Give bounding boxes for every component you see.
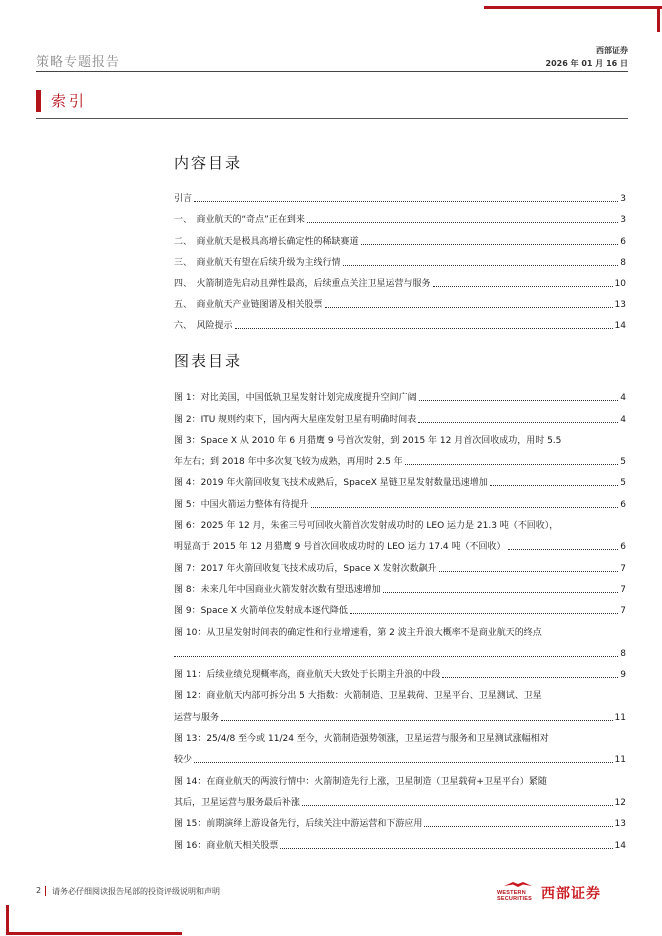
figure-entry[interactable] xyxy=(174,829,626,850)
figure-entry-line[interactable] xyxy=(174,616,626,637)
dot-leader xyxy=(442,677,618,678)
figure-entry-text: 图 13：25/4/8 至今或 11/24 至今，火箭制造强势领涨，卫星运营与服务和卫星测试涨幅相对 xyxy=(174,734,549,745)
figure-entry-text: 图 16：商业航天相关股票 xyxy=(174,840,279,851)
figure-entry[interactable] xyxy=(174,638,626,659)
toc-entry[interactable] xyxy=(174,268,626,289)
logo-chinese-text: 西部证券 xyxy=(541,886,601,902)
corner-decoration-bottom-vertical xyxy=(6,905,9,935)
figure-entry[interactable] xyxy=(174,488,626,509)
figure-entry-line[interactable] xyxy=(174,425,626,446)
dot-leader xyxy=(174,656,618,657)
figure-entry-text: 明显高于 2015 年 12 月猎鹰 9 号首次回收成功时的 LEO 运力 17.4 吨（不回收） xyxy=(174,542,506,553)
toc-entry-page: 14 xyxy=(614,321,626,332)
toc-entry-page: 8 xyxy=(620,257,626,268)
figure-entry-page: 5 xyxy=(620,457,626,468)
index-divider xyxy=(36,118,628,119)
corner-decoration-top-horizontal xyxy=(484,6,662,9)
figure-entry-text: 图 10：从卫星发射时间表的确定性和行业增速看，第 2 波主升浪大概率不是商业航天的终点 xyxy=(174,627,542,638)
dot-leader xyxy=(424,826,612,827)
figure-entry-text: 图 12：商业航天内部可拆分出 5 大指数：火箭制造、卫星载荷、卫星平台、卫星测试、卫星 xyxy=(174,691,542,702)
figure-entry-line[interactable] xyxy=(174,765,626,786)
figure-entry-page: 7 xyxy=(620,584,626,595)
corner-decoration-bottom-horizontal xyxy=(6,932,182,935)
figure-entry-text: 图 14：在商业航天的两波行情中：火箭制造先行上涨，卫星制造（卫星载荷+卫星平台）紧随 xyxy=(174,776,547,787)
dot-leader xyxy=(419,400,619,401)
figure-entry-text: 图 4：2019 年火箭回收复飞技术成熟后，SpaceX 星链卫星发射数量迅速增加 xyxy=(174,478,488,489)
toc-entry-page: 3 xyxy=(620,215,626,226)
figure-entry-text: 图 1：对比美国，中国低轨卫星发射计划完成度提升空间广阔 xyxy=(174,393,417,404)
figure-entry[interactable] xyxy=(174,467,626,488)
figure-entry-line[interactable] xyxy=(174,680,626,701)
figure-entry[interactable] xyxy=(174,701,626,722)
corner-decoration-top-vertical xyxy=(657,6,660,32)
figure-entry-page: 7 xyxy=(620,563,626,574)
toc-entry[interactable] xyxy=(174,247,626,268)
toc-entry-text: 一、 商业航天的“奇点”正在到来 xyxy=(174,215,305,226)
figure-entry-page: 9 xyxy=(620,670,626,681)
figure-entry-text: 图 3：Space X 从 2010 年 6 月猎鹰 9 号首次发射，到 2015 年 12 月首次回收成功，用时 5.5 xyxy=(174,435,562,446)
document-type: 策略专题报告 xyxy=(36,55,121,70)
toc-entry[interactable] xyxy=(174,204,626,225)
toc-entry-text: 五、 商业航天产业链图谱及相关股票 xyxy=(174,300,323,311)
figure-entry[interactable] xyxy=(174,552,626,573)
figure-entry-line[interactable] xyxy=(174,723,626,744)
figure-entry-text: 图 9：Space X 火箭单位发射成本逐代降低 xyxy=(174,606,348,617)
figure-entry[interactable] xyxy=(174,574,626,595)
logo-wing-icon xyxy=(504,880,532,890)
index-accent-bar xyxy=(36,90,41,112)
dot-leader xyxy=(508,549,619,550)
figure-entry-text: 图 11：后续业绩兑现概率高，商业航天大致处于长期主升浪的中段 xyxy=(174,670,441,681)
footer-disclaimer: 请务必仔细阅读报告尾部的投资评级说明和声明 xyxy=(52,887,220,896)
figure-entry-text: 图 5：中国火箭运力整体有待提升 xyxy=(174,499,309,510)
figure-entry[interactable] xyxy=(174,382,626,403)
dot-leader xyxy=(418,422,618,423)
dot-leader xyxy=(350,613,618,614)
figure-entry-text: 图 15：前期演绎上游设备先行，后续关注中游运营和下游应用 xyxy=(174,819,423,830)
toc-entry[interactable] xyxy=(174,225,626,246)
toc-entry[interactable] xyxy=(174,289,626,310)
lof-heading: 图表目录 xyxy=(174,352,243,370)
figure-entry-text: 图 6：2025 年 12 月，朱雀三号可回收火箭首次发射成功时的 LEO 运力是 21.3 吨（不回收）， xyxy=(174,521,559,532)
dot-leader xyxy=(433,286,613,287)
dot-leader xyxy=(280,848,612,849)
toc-heading: 内容目录 xyxy=(174,154,243,172)
logo-english-line1: WESTERN xyxy=(497,890,526,896)
toc-entry-text: 四、 火箭制造先启动且弹性最高，后续重点关注卫星运营与服务 xyxy=(174,278,431,289)
figure-entry-page: 11 xyxy=(614,712,626,723)
dot-leader xyxy=(490,485,618,486)
figure-entry-text: 年左右；到 2018 年中多次复飞较为成熟，再用时 2.5 年 xyxy=(174,457,403,468)
toc-entry-page: 3 xyxy=(620,194,626,205)
figure-entry-page: 11 xyxy=(614,755,626,766)
toc-entry-text: 引言 xyxy=(174,194,193,205)
figure-entry-page: 12 xyxy=(614,797,626,808)
figure-entry-page: 7 xyxy=(620,606,626,617)
toc-entry-page: 10 xyxy=(614,278,626,289)
figure-entry-text: 图 8：未来几年中国商业火箭发射次数有望迅速增加 xyxy=(174,584,381,595)
toc-entry-text: 三、 商业航天有望在后续升级为主线行情 xyxy=(174,257,341,268)
figure-entry[interactable] xyxy=(174,595,626,616)
dot-leader xyxy=(302,805,613,806)
figure-entry-page: 13 xyxy=(614,819,626,830)
figure-entry-page: 5 xyxy=(620,478,626,489)
figure-entry-text: 图 2：ITU 规则约束下，国内两大星座发射卫星有明确时间表 xyxy=(174,414,417,425)
dot-leader xyxy=(235,328,613,329)
logo-english-text xyxy=(497,890,532,902)
header-brand: 西部证券 xyxy=(596,46,628,55)
figure-entry[interactable] xyxy=(174,403,626,424)
toc-entry-text: 六、 风险提示 xyxy=(174,321,233,332)
figure-entry-page: 4 xyxy=(620,414,626,425)
figure-entry-line[interactable] xyxy=(174,510,626,531)
dot-leader xyxy=(307,222,618,223)
figure-entry-text: 其后，卫星运营与服务最后补涨 xyxy=(174,797,301,808)
figure-entry-page: 4 xyxy=(620,393,626,404)
toc-list xyxy=(174,183,626,331)
figure-entry-text: 运营与服务 xyxy=(174,712,220,723)
dot-leader xyxy=(439,571,619,572)
dot-leader xyxy=(343,265,619,266)
dot-leader xyxy=(311,507,619,508)
toc-entry-text: 二、 商业航天是极具高增长确定性的稀缺赛道 xyxy=(174,236,359,247)
dot-leader xyxy=(221,720,613,721)
dot-leader xyxy=(361,244,619,245)
figure-entry-page: 6 xyxy=(620,542,626,553)
figure-entry-text: 图 7：2017 年火箭回收复飞技术成功后，Space X 发射次数飙升 xyxy=(174,563,437,574)
company-logo xyxy=(497,880,623,904)
dot-leader xyxy=(194,762,613,763)
dot-leader xyxy=(405,464,619,465)
figure-entry[interactable] xyxy=(174,531,626,552)
figure-entry[interactable] xyxy=(174,808,626,829)
figure-entry[interactable] xyxy=(174,787,626,808)
figure-list xyxy=(174,382,626,851)
dot-leader xyxy=(194,201,618,202)
dot-leader xyxy=(325,307,613,308)
figure-entry-page: 14 xyxy=(614,840,626,851)
toc-entry[interactable] xyxy=(174,183,626,204)
figure-entry[interactable] xyxy=(174,744,626,765)
logo-english-line2: SECURITIES xyxy=(497,896,533,902)
toc-entry[interactable] xyxy=(174,310,626,331)
toc-entry-page: 6 xyxy=(620,236,626,247)
header-divider xyxy=(36,71,628,72)
figure-entry[interactable] xyxy=(174,659,626,680)
index-heading: 索引 xyxy=(51,92,88,110)
report-date: 2026 年 01 月 16 日 xyxy=(545,59,628,68)
figure-entry[interactable] xyxy=(174,446,626,467)
figure-entry-page: 6 xyxy=(620,499,626,510)
toc-entry-page: 13 xyxy=(614,300,626,311)
figure-entry-text: 较少 xyxy=(174,755,193,766)
footer-separator xyxy=(45,886,46,896)
figure-entry-page: 8 xyxy=(620,648,626,659)
dot-leader xyxy=(383,592,619,593)
page-number: 2 xyxy=(36,886,42,895)
